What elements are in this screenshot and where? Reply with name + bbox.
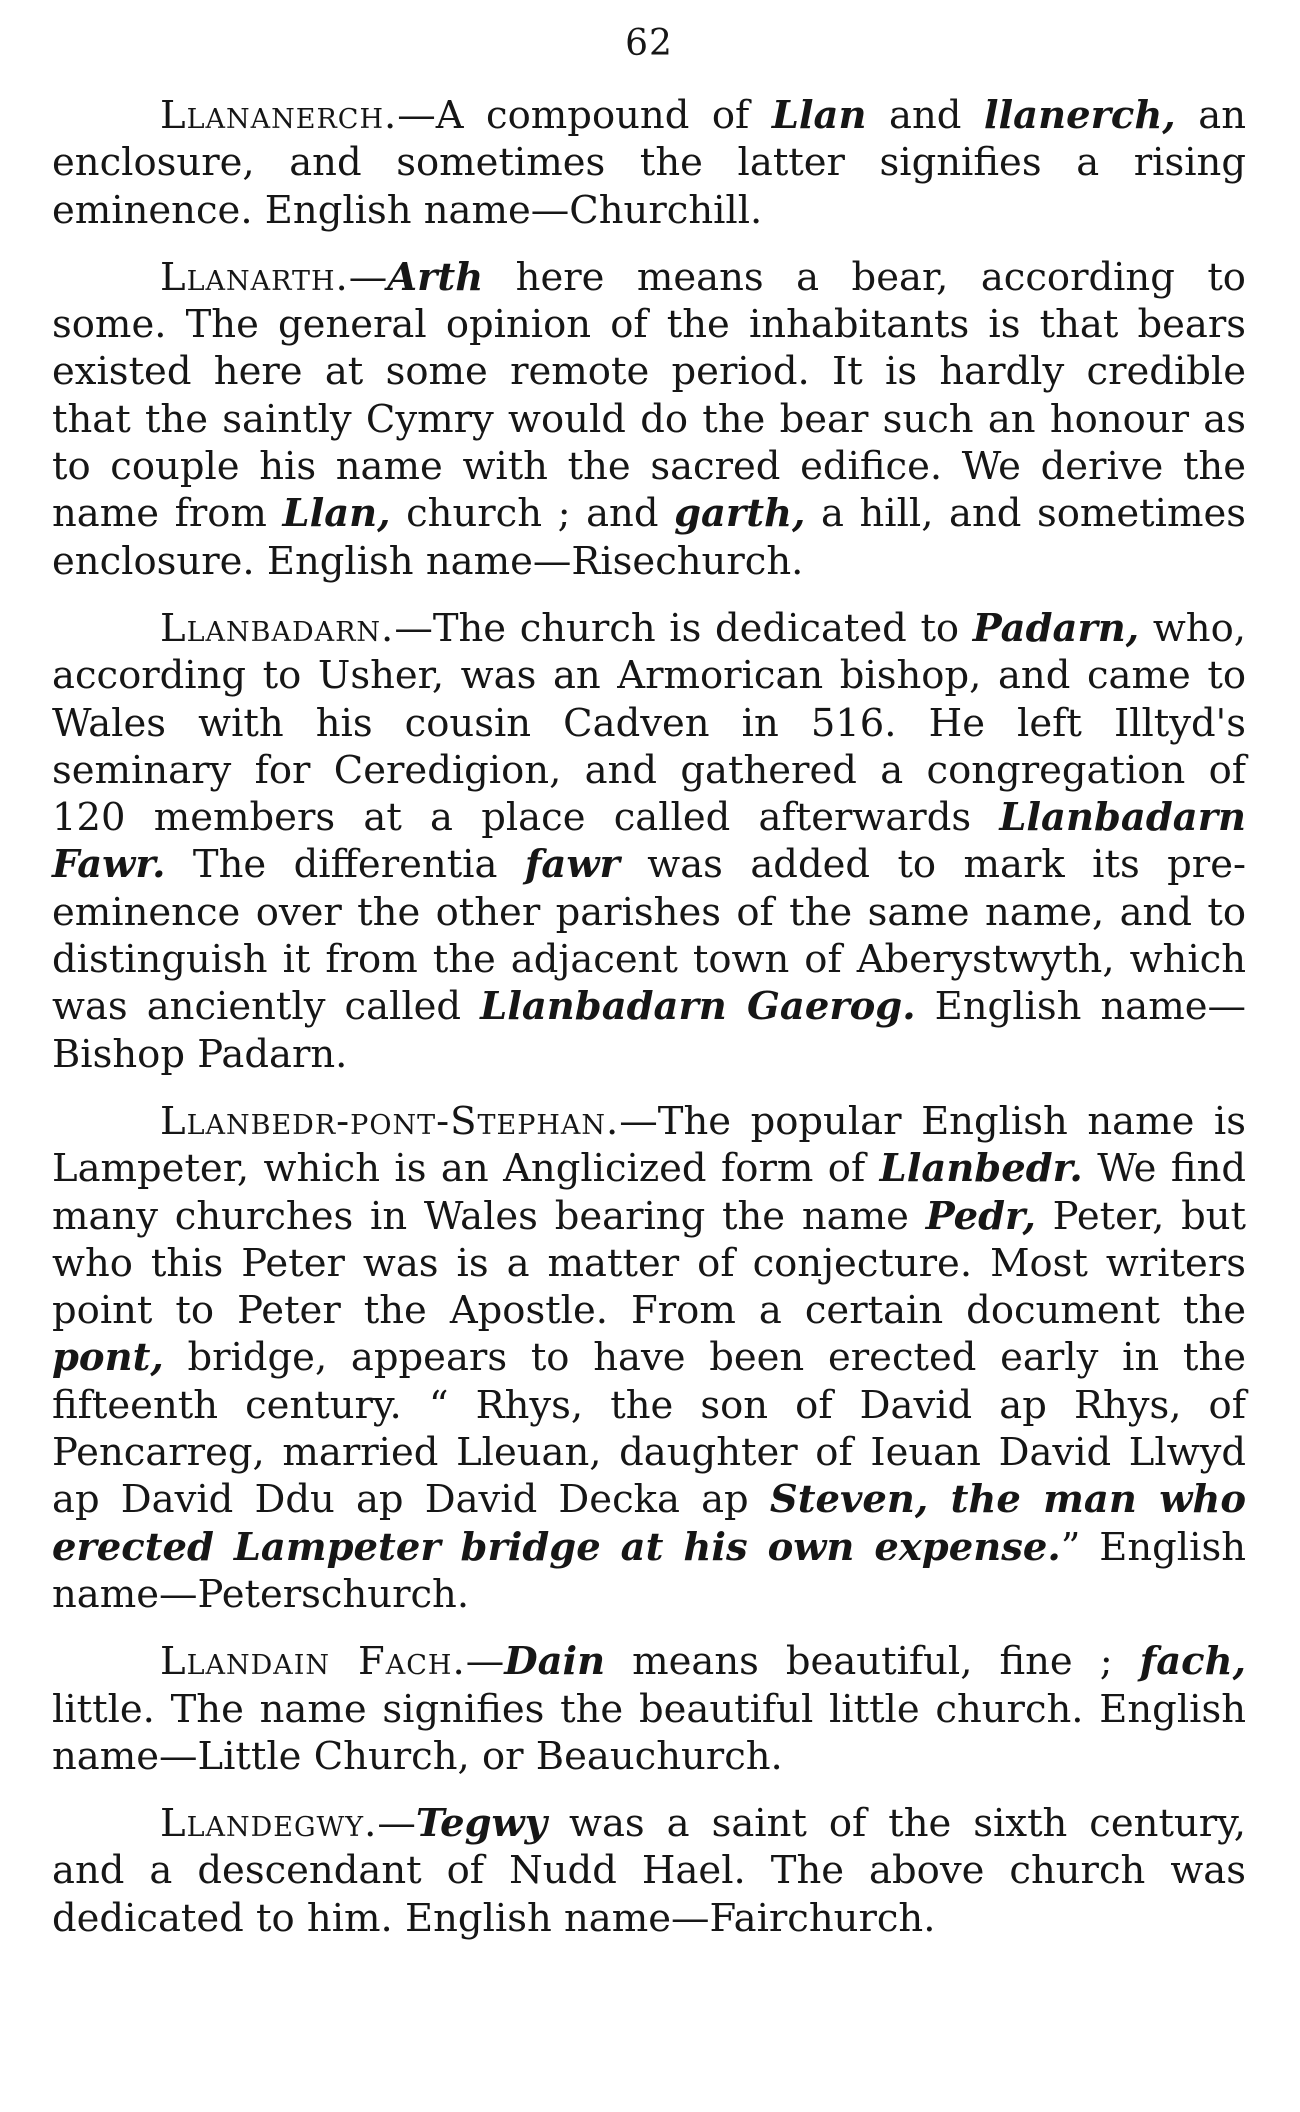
entry-llandegwy: Llandegwy.—Tegwy was a saint of the sixth century, and a descendant of Nudd Hael. The above church was dedicated to him. English name—Fairchurch. xyxy=(52,1801,1246,1941)
entry-llananerch: Llananerch.—A compound of Llan and llanerch, an enclosure, and sometimes the latter signifies a rising eminence. English name—Churchill. xyxy=(52,93,1246,233)
entry-llanarth: Llanarth.—Arth here means a bear, according to some. The general opinion of the inhabitants is that bears existed here at some remote period. It is hardly credible that the saintly Cymry would do the bear such an honour as to couple his name with the sacred edifice. We derive the name from Llan, church ; and garth, a hill, and sometimes enclosure. English name—Risechurch. xyxy=(52,254,1247,584)
entry-heading: Llananerch. xyxy=(160,93,398,138)
entry-llandain-fach: Llandain Fach.—Dain means beautiful, fine ; fach, little. The name signifies the beautiful little church. English name—Little Church, or Beauchurch. xyxy=(52,1639,1247,1779)
page-number: 62 xyxy=(625,23,673,64)
entry-heading: Llandegwy. xyxy=(160,1801,378,1847)
entry-heading: Llandain Fach. xyxy=(160,1639,466,1685)
entry-llanbadarn: Llanbadarn.—The church is dedicated to Padarn, who, according to Usher, was an Armorican bishop, and came to Wales with his cousin Cadven in 516. He left Illtyd's seminary for Ceredigion, and gathered a congregation of 120 members at a place called afterwards Llanbadarn Fawr. The differentia fawr was added to mark its pre-eminence over the other parishes of the same name, and to distinguish it from the adjacent town of Aberystwyth, which was anciently called Llanbadarn Gaerog. English name—Bishop Padarn. xyxy=(52,605,1247,1077)
entry-heading: Llanbadarn. xyxy=(160,605,395,651)
entry-llanbedr-pont-stephan: Llanbedr-pont-Stephan.—The popular English name is Lampeter, which is an Anglicized form of Llanbedr. We find many churches in Wales bearing the name Pedr, Peter, but who this Peter was is a matter of conjecture. Most writers point to Peter the Apostle. From a certain document the pont, bridge, appears to have been erected early in the fifteenth century. “ Rhys, the son of David ap Rhys, of Pencarreg, married Lleuan, daughter of Ieuan David Llwyd ap David Ddu ap David Decka ap Steven, the man who erected Lampeter bridge at his own expense.” English name—Peterschurch. xyxy=(52,1098,1247,1617)
entry-heading: Llanarth. xyxy=(160,254,349,300)
entry-heading: Llanbedr-pont-Stephan. xyxy=(160,1098,620,1144)
